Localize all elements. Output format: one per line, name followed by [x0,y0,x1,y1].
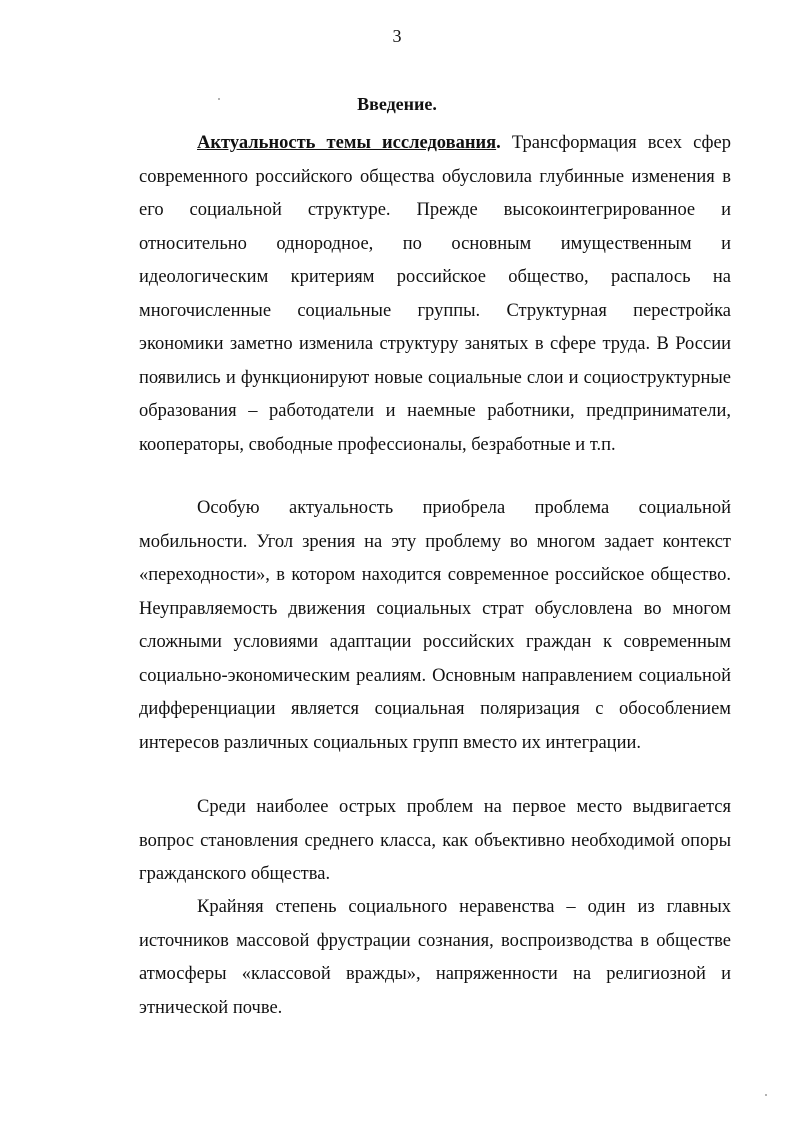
paragraph-middle-class: Среди наиболее острых проблем на первое место выдвигается вопрос становления среднего класса, как объективно необходимой опоры гражданского общества. [139,797,731,884]
paragraph-relevance-text: Трансформация всех сфер современного российского общества обусловила глубинные изменения в его социальной структуре. Прежде высокоинтегрированное и относительно однородное, по основным имущественным и идеологическим критериям российское общество, распалось на многочисленные социальные группы. Структурная перестройка экономики заметно изменила структуру занятых в сфере труда. В России появились и функционируют новые социальные слои и социоструктурные образования – работодатели и наемные работники, предприниматели, кооператоры, свободные профессионалы, безработные и т.п. [139,133,731,455]
scan-speck [218,98,220,100]
page-number: 3 [392,26,402,46]
section-heading: Введение. [357,94,437,114]
scan-speck [765,1094,767,1096]
paragraph-inequality: Крайняя степень социального неравенства – один из главных источников массовой фрустрации сознания, воспроизводства в обществе атмосферы «классовой вражды», напряженности на религиозной и этнической почве. [139,897,731,1018]
paragraph-relevance [139,127,731,462]
relevance-term: Актуальность темы исследования [197,133,497,153]
paragraph-mobility: Особую актуальность приобрела проблема социальной мобильности. Угол зрения на эту проблему во многом задает контекст «переходности», в котором находится современное российское общество. Неуправляемость движения социальных страт обусловлена во многом сложными условиями адаптации российских граждан к современным социально-экономическим реалиям. Основным направлением социальной дифференциации является социальная поляризация с обособлением интересов различных социальных групп вместо их интеграции. [139,498,731,753]
relevance-term-period: . [496,133,501,153]
